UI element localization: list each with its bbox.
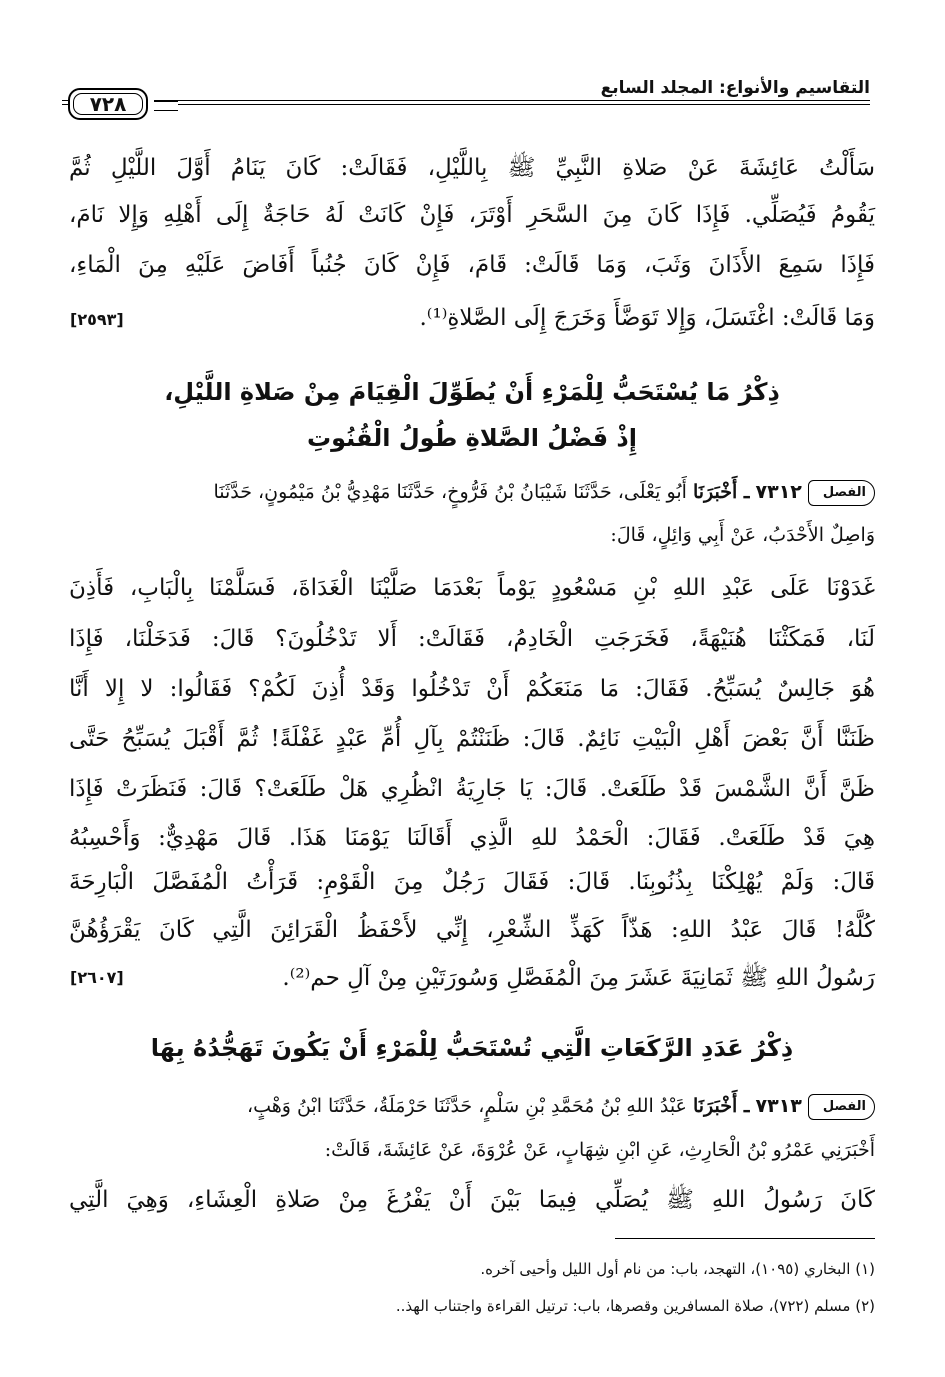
footnote: (١) البخاري (١٠٩٥)، التهجد، باب: من نام أول الليل وأحيى آخره. (480, 1260, 875, 1278)
header-rule-double (62, 104, 870, 105)
hadith-number: ٧٣١٢ (755, 481, 802, 503)
text-line: لَنَا، فَمَكَثْنَا هُنَيْهَةً، فَخَرَجَتِ الْخَادِمُ، فَقَالَتْ: أَلا تَدْخُلُونَ؟ قَالَ: فَدَخَلْنَا، فَإِذَا (69, 626, 875, 652)
text-line: رَسُولُ اللهِ ﷺ ثَمَانِيَةَ عَشَرَ مِنَ الْمُفَصَّلِ وَسُورَتَيْنِ مِنْ آلِ حم⁽²⁾. (282, 965, 875, 991)
text-line: قَالَ: وَلَمْ يُهْلِكْنَا بِذُنُوبِنَا. قَالَ: فَقَالَ رَجُلٌ مِنَ الْقَوْمِ: قَرَأْتُ الْمُفَصَّلَ الْبَارِحَةَ (69, 869, 875, 895)
chapter-heading: إِذْ فَضْلُ الصَّلاةِ طُولُ الْقُنُوتِ (307, 424, 637, 452)
running-title: التقاسيم والأنواع: المجلد السابع (591, 78, 870, 98)
text-line: غَدَوْنَا عَلَى عَبْدِ اللهِ بْنِ مَسْعُودٍ يَوْماً بَعْدَمَا صَلَّيْنَا الْغَدَاةَ، فَسَلَّمْنَا بِالْبَابِ، فَأَذِنَ (69, 575, 875, 601)
text-line: فَإِذَا سَمِعَ الأَذَانَ وَثَبَ، وَمَا قَالَتْ: قَامَ، فَإِنْ كَانَ جُنُباً أَفَاضَ عَلَيْهِ مِنَ الْمَاءِ، (69, 252, 875, 278)
page-number-frame (68, 88, 178, 124)
text-line: وَمَا قَالَتْ: اغْتَسَلَ، وَإِلا تَوَضَّأَ وَخَرَجَ إِلَى الصَّلاةِ⁽¹⁾. (419, 305, 875, 331)
footnote-separator (615, 1238, 875, 1239)
isnad-line (69, 1086, 875, 1126)
page-number-ornament (154, 100, 178, 111)
hadith-label: ـ أَخْبَرَنَا (692, 1095, 750, 1117)
isnad-text: عَبْدُ اللهِ بْنُ مُحَمَّدِ بْنِ سَلْمٍ، حَدَّثَنَا حَرْمَلَةُ، حَدَّثَنَا ابْنُ وَهْبٍ، (246, 1095, 687, 1117)
header-rule (62, 100, 870, 101)
footnote: (٢) مسلم (٧٢٢)، صلاة المسافرين وقصرها، باب: ترتيل القراءة واجتناب الهذ.. (395, 1297, 875, 1315)
text-line: سَأَلْتُ عَائِشَةَ عَنْ صَلاةِ النَّبِيِّ ﷺ بِاللَّيْلِ، فَقَالَتْ: كَانَ يَنَامُ أَوَّلَ اللَّيْلِ ثُمَّ (69, 155, 875, 181)
text-line: كَانَ رَسُولُ اللهِ ﷺ يُصَلِّي فِيمَا بَيْنَ أَنْ يَفْرُغَ مِنْ صَلاةِ الْعِشَاءِ، وَهِيَ الَّتِي (69, 1187, 875, 1213)
section-seal: الفصل (808, 1094, 875, 1120)
isnad-line: أَخْبَرَنِي عَمْرُو بْنُ الْحَارِثِ، عَنِ ابْنِ شِهَابٍ، عَنْ عُرْوَةَ، عَنْ عَائِشَةَ، قَالَتْ: (324, 1139, 875, 1161)
text-line: ظَنَنَّا أَنَّ بَعْضَ أَهْلِ الْبَيْتِ نَائِمٌ. قَالَ: ظَنَنْتُمْ بِآلِ أُمِّ عَبْدٍ غَفْلَةً! ثُمَّ أَقْبَلَ يُسَبِّحُ حَتَّى (69, 726, 875, 752)
hadith-number: ٧٣١٣ (755, 1095, 802, 1117)
text-line: يَقُومُ فَيُصَلِّي. فَإِذَا كَانَ مِنَ السَّحَرِ أَوْتَرَ، فَإِنْ كَانَتْ لَهُ حَاجَةٌ إِلَى أَهْلِهِ وَإِلا نَامَ، (69, 202, 875, 228)
hadith-label: ـ أَخْبَرَنَا (692, 481, 750, 503)
chapter-heading: ذِكْرُ مَا يُسْتَحَبُّ لِلْمَرْءِ أَنْ يُطَوِّلَ الْقِيَامَ مِنْ صَلاةِ اللَّيْلِ، (164, 378, 780, 406)
hadith-reference: [٢٥٩٣] (70, 310, 124, 329)
isnad-line (69, 472, 875, 512)
hadith-reference: [٢٦٠٧] (70, 968, 124, 987)
section-seal: الفصل (808, 480, 875, 506)
text-line: هِيَ قَدْ طَلَعَتْ. فَقَالَ: الْحَمْدُ للهِ الَّذِي أَقَالَنَا يَوْمَنَا هَذَا. قَالَ مَهْدِيٌّ: وَأَحْسِبُهُ (69, 825, 875, 851)
isnad-line: وَاصِلٌ الأَحْدَبُ، عَنْ أَبِي وَائِلٍ، قَالَ: (610, 524, 875, 546)
text-line: كُلَّهُ! قَالَ عَبْدُ اللهِ: هَذّاً كَهَذِّ الشِّعْرِ، إِنِّي لأَحْفَظُ الْقَرَائِنَ الَّتِي كَانَ يَقْرَؤُهُنَّ (69, 917, 875, 943)
page-header (62, 78, 870, 118)
isnad-text: أَبُو يَعْلَى، حَدَّثَنَا شَيْبَانُ بْنُ فَرُّوخٍ، حَدَّثَنَا مَهْدِيُّ بْنُ مَيْمُونٍ، حَدَّثَنَا (213, 481, 687, 503)
chapter-heading: ذِكْرُ عَدَدِ الرَّكَعَاتِ الَّتِي تُسْتَحَبُّ لِلْمَرْءِ أَنْ يَكُونَ تَهَجُّدُهُ بِهَا (150, 1034, 794, 1062)
text-line: ظَنَّ أَنَّ الشَّمْسَ قَدْ طَلَعَتْ. قَالَ: يَا جَارِيَةُ انْظُرِي هَلْ طَلَعَتْ؟ قَالَ: فَنَظَرَتْ فَإِذَا (69, 776, 875, 802)
page-number: ٧٢٨ (68, 88, 148, 120)
text-line: هُوَ جَالِسٌ يُسَبِّحُ. فَقَالَ: مَا مَنَعَكُمْ أَنْ تَدْخُلُوا وَقَدْ أُذِنَ لَكُمْ؟ فَقَالُوا: لا إِلا أَنَّا (69, 676, 875, 702)
